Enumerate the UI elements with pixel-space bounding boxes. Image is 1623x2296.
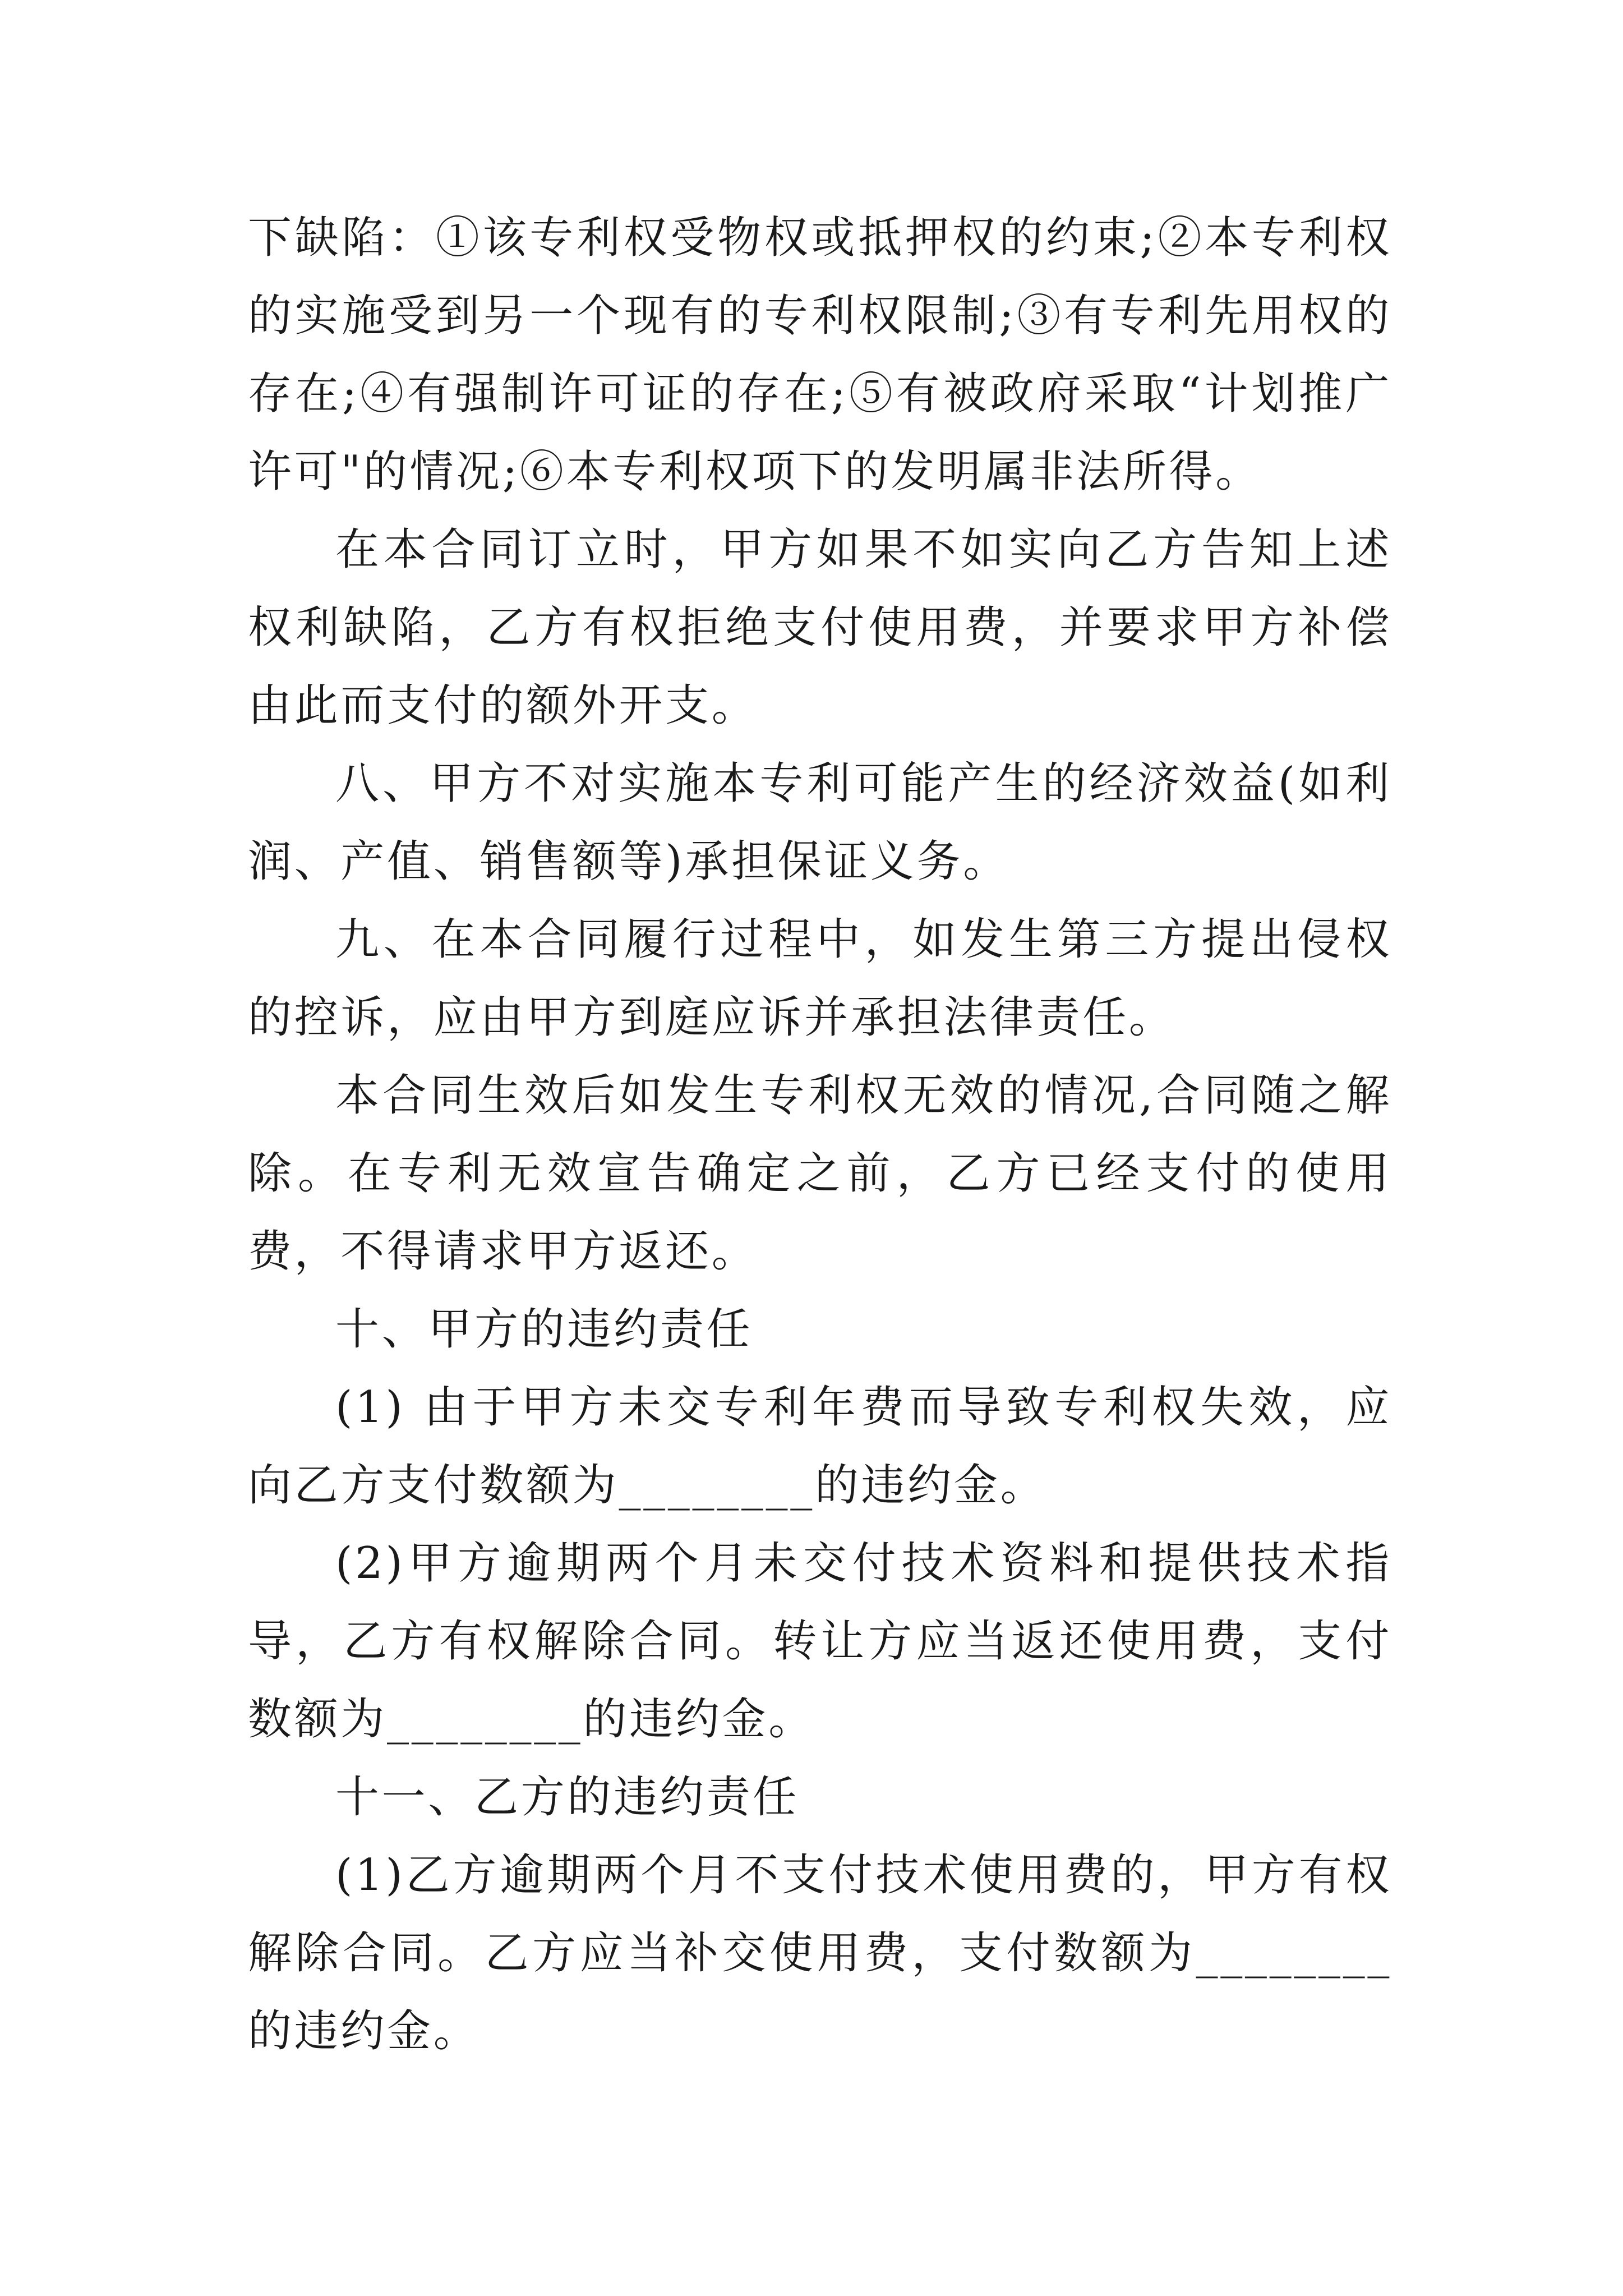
paragraph-clause-9: 九、在本合同履行过程中，如发生第三方提出侵权的控诉，应由甲方到庭应诉并承担法律责任。 (248, 914, 1392, 1043)
document-body (248, 199, 1392, 2070)
paragraph-clause-10-item-2: (2)甲方逾期两个月未交付技术资料和提供技术指导，乙方有权解除合同。转让方应当返还使用费，支付数额为________的违约金。 (248, 1538, 1392, 1745)
paragraph-disclosure-obligation: 在本合同订立时，甲方如果不如实向乙方告知上述权利缺陷，乙方有权拒绝支付使用费，并要求甲方补偿由此而支付的额外开支。 (248, 524, 1392, 731)
paragraph-clause-11-item-1: (1)乙方逾期两个月不支付技术使用费的，甲方有权解除合同。乙方应当补交使用费，支付数额为________的违约金。 (248, 1850, 1392, 2056)
paragraph-clause-8: 八、甲方不对实施本专利可能产生的经济效益(如利润、产值、销售额等)承担保证义务。 (248, 758, 1392, 887)
heading-clause-11: 十一、乙方的违约责任 (335, 1772, 799, 1823)
paragraph-patent-invalidation: 本合同生效后如发生专利权无效的情况,合同随之解除。在专利无效宣告确定之前，乙方已经支付的使用费，不得请求甲方返还。 (248, 1070, 1392, 1277)
paragraph-clause-10-item-1: (1) 由于甲方未交专利年费而导致专利权失效，应向乙方支付数额为________的违约金。 (248, 1382, 1392, 1511)
heading-clause-10: 十、甲方的违约责任 (335, 1304, 753, 1355)
paragraph-rights-defects-list: 下缺陷：①该专利权受物权或抵押权的约束;②本专利权的实施受到另一个现有的专利权限制;③有专利先用权的存在;④有强制许可证的存在;⑤有被政府采取“计划推广许可"的情况;⑥本专利权项下的发明属非法所得。 (248, 213, 1392, 497)
